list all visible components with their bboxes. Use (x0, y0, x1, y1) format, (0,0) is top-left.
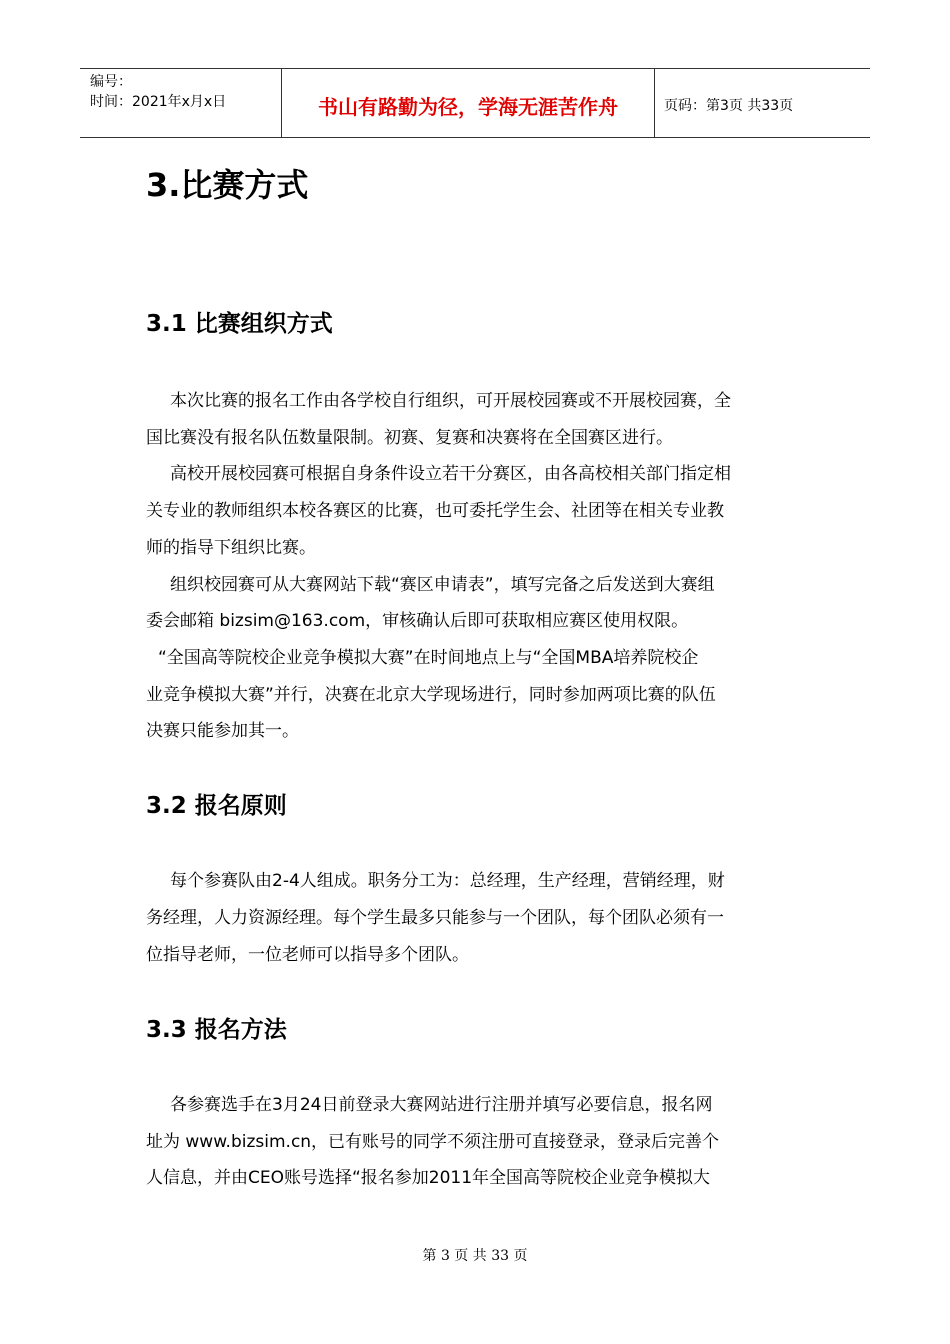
paragraph-line: 每个参赛队由2-4人组成。职务分工为：总经理，生产经理，营销经理，财 (170, 871, 725, 891)
paragraph-line: 组织校园赛可从大赛网站下载“赛区申请表”，填写完备之后发送到大赛组 (170, 575, 715, 595)
header-left-cell (80, 69, 280, 137)
paragraph-line: “全国高等院校企业竞争模拟大赛”在时间地点上与“全国MBA培养院校企 (158, 648, 699, 668)
section-heading: 3.1 比赛组织方式 (146, 311, 333, 337)
header-right-cell (654, 69, 870, 137)
paragraph-line: 务经理，人力资源经理。每个学生最多只能参与一个团队，每个团队必须有一 (146, 908, 724, 928)
paragraph-line: 各参赛选手在3月24日前登录大赛网站进行注册并填写必要信息，报名网 (170, 1095, 713, 1115)
section-heading: 3.2 报名原则 (146, 793, 287, 819)
paragraph-line: 决赛只能参加其一。 (146, 721, 299, 741)
paragraph-line: 高校开展校园赛可根据自身条件设立若干分赛区，由各高校相关部门指定相 (170, 464, 731, 484)
paragraph-line: 址为 www.bizsim.cn，已有账号的同学不须注册可直接登录，登录后完善个 (146, 1132, 720, 1152)
page-footer: 第 3 页 共 33 页 (422, 1248, 528, 1264)
paragraph-line: 师的指导下组织比赛。 (146, 538, 316, 558)
paragraph-line: 委会邮箱 bizsim@163.com，审核确认后即可获取相应赛区使用权限。 (146, 611, 689, 631)
number-label: 编号： (90, 74, 132, 90)
header-page-info: 页码：第3页 共33页 (664, 98, 794, 114)
header-motto: 书山有路勤为径，学海无涯苦作舟 (318, 95, 618, 119)
paragraph-line: 位指导老师，一位老师可以指导多个团队。 (146, 945, 469, 965)
time-label: 时间：2021年x月x日 (90, 94, 227, 110)
page-header (80, 68, 870, 138)
section-heading: 3.3 报名方法 (146, 1017, 287, 1043)
paragraph-line: 人信息，并由CEO账号选择“报名参加2011年全国高等院校企业竞争模拟大 (146, 1168, 711, 1188)
paragraph-line: 业竞争模拟大赛”并行，决赛在北京大学现场进行，同时参加两项比赛的队伍 (146, 685, 716, 705)
paragraph-line: 国比赛没有报名队伍数量限制。初赛、复赛和决赛将在全国赛区进行。 (146, 428, 673, 448)
paragraph-line: 本次比赛的报名工作由各学校自行组织，可开展校园赛或不开展校园赛，全 (170, 391, 731, 411)
paragraph-line: 关专业的教师组织本校各赛区的比赛，也可委托学生会、社团等在相关专业教 (146, 501, 724, 521)
header-center-cell (281, 69, 655, 137)
page-title: 3.比赛方式 (146, 166, 309, 204)
